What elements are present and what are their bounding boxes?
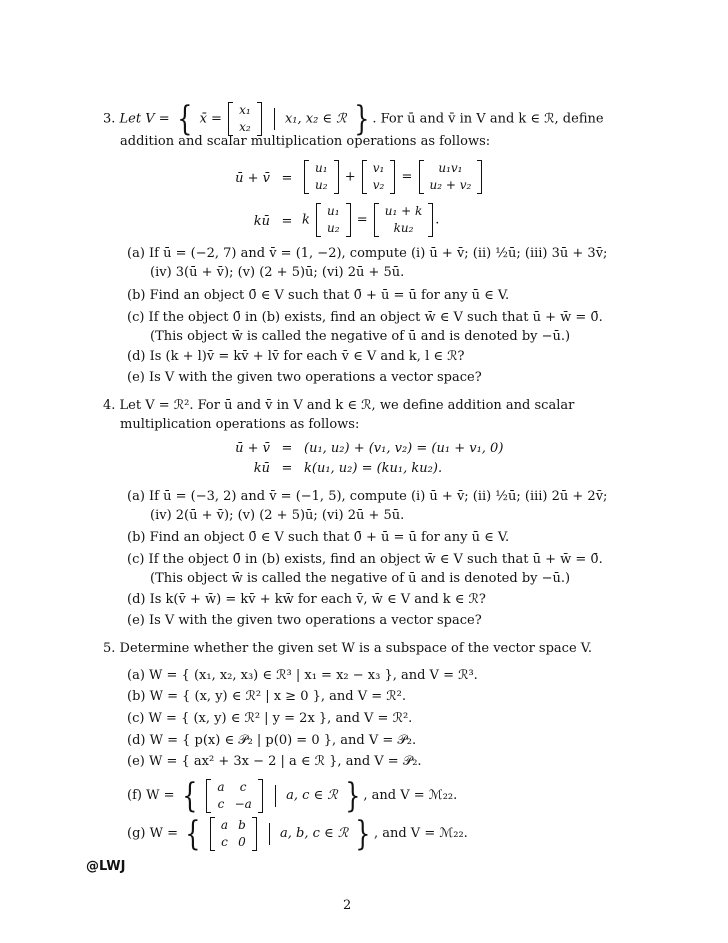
p5-item-e: (e) W = { ax² + 3x − 2 | a ∈ ℛ }, and V = 𝒫₂. bbox=[127, 754, 422, 769]
p3-item-a: (a) If ū = (−2, 7) and v̄ = (1, −2), compute (i) ū + v̄; (ii) ½ū; (iii) 3ū + 3v̄; bbox=[127, 246, 608, 261]
eq2-lhs: kū bbox=[253, 214, 270, 229]
set-vector-matrix: x₁ x₂ bbox=[228, 102, 262, 136]
eq1-rhs: u₁ u₂ + v₁ v₂ = u₁v₁ u₂ + v₂ bbox=[302, 160, 484, 194]
p3-item-a-cont: (iv) 3(ū + v̄); (v) (2 + 5)ū; (vi) 2ū + 5ū. bbox=[150, 265, 405, 280]
p3-item-c-cont: (This object w̄ is called the negative of ū and is denoted by −ū.) bbox=[150, 329, 571, 344]
p5-item-f: (f) W = { a c c −a a, c ∈ ℛ } , and V = ℳ₂₂. bbox=[127, 775, 458, 816]
footer-author: @LWJ bbox=[86, 859, 126, 874]
p4-item-a-cont: (iv) 2(ū + v̄); (v) (2 + 5)ū; (vi) 2ū + 5ū. bbox=[150, 508, 405, 523]
problem-3-equation-1 bbox=[0, 160, 728, 200]
p5-item-g: (g) W = { a b c 0 a, b, c ∈ ℛ } , and V = ℳ₂₂. bbox=[127, 813, 468, 854]
p5-item-d: (d) W = { p(x) ∈ 𝒫₂ | p(0) = 0 }, and V = 𝒫₂. bbox=[127, 733, 417, 748]
eq2-rhs: k u₁ u₂ = u₁ + k ku₂ . bbox=[302, 204, 440, 235]
set-variable: x̄ = bbox=[199, 111, 222, 127]
p4-item-a: (a) If ū = (−3, 2) and v̄ = (−1, 5), compute (i) ū + v̄; (ii) ½ū; (iii) 2ū + 2v̄; bbox=[127, 489, 608, 504]
set-bar bbox=[274, 108, 275, 130]
problem-4-equation-1: ū + v̄ = (u₁, u₂) + (v₁, v₂) = (u₁ + v₁, 0) bbox=[235, 441, 504, 456]
problem-4-equation-2: kū = k(u₁, u₂) = (ku₁, ku₂). bbox=[253, 461, 443, 476]
p3-item-d: (d) Is (k + l)v̄ = kv̄ + lv̄ for each v̄ ∈ V and k, l ∈ ℛ? bbox=[127, 349, 465, 364]
p4-item-c: (c) If the object 0̄ in (b) exists, find an object w̄ ∈ V such that ū + w̄ = 0̄. bbox=[127, 552, 603, 567]
problem-4-header: 4. Let V = ℛ². For ū and v̄ in V and k ∈ ℛ, we define addition and scalar bbox=[103, 398, 575, 413]
problem-3-intro-line2: addition and scalar multiplication operations as follows: bbox=[120, 134, 491, 149]
p5-item-a: (a) W = { (x₁, x₂, x₃) ∈ ℛ³ | x₁ = x₂ − x₃ }, and V = ℛ³. bbox=[127, 668, 478, 683]
page-number: 2 bbox=[343, 898, 352, 913]
eq1-equals: = bbox=[281, 171, 293, 186]
problem-3-equation-2 bbox=[0, 203, 728, 243]
p4-item-d: (d) Is k(v̄ + w̄) = kv̄ + kw̄ for each v̄, w̄ ∈ V and k ∈ ℛ? bbox=[127, 592, 486, 607]
set-condition: x₁, x₂ ∈ ℛ bbox=[284, 111, 347, 127]
p4-item-b: (b) Find an object 0̄ ∈ V such that 0̄ + ū = ū for any ū ∈ V. bbox=[127, 530, 510, 545]
problem-3-intro-tail: . For ū and v̄ in V and k ∈ ℛ, define bbox=[372, 111, 604, 127]
p3-item-e: (e) Is V with the given two operations a vector space? bbox=[127, 370, 482, 385]
p5-item-b: (b) W = { (x, y) ∈ ℛ² | x ≥ 0 }, and V = ℛ². bbox=[127, 689, 406, 704]
problem-5-header: 5. Determine whether the given set W is a subspace of the vector space V. bbox=[103, 641, 593, 656]
problem-4-intro-line2: multiplication operations as follows: bbox=[120, 417, 360, 432]
p4-item-e: (e) Is V with the given two operations a vector space? bbox=[127, 613, 482, 628]
problem-3-header bbox=[103, 99, 604, 139]
p3-item-b: (b) Find an object 0̄ ∈ V such that 0̄ + ū = ū for any ū ∈ V. bbox=[127, 288, 510, 303]
left-brace: { bbox=[177, 99, 193, 139]
problem-3-number: 3. bbox=[103, 111, 116, 127]
eq2-equals: = bbox=[281, 214, 293, 229]
problem-3-intro: Let V = bbox=[119, 111, 170, 127]
p3-item-c: (c) If the object 0̄ in (b) exists, find an object w̄ ∈ V such that ū + w̄ = 0̄. bbox=[127, 310, 603, 325]
right-brace: } bbox=[353, 99, 370, 139]
p4-item-c-cont: (This object w̄ is called the negative of ū and is denoted by −ū.) bbox=[150, 571, 571, 586]
p5-item-c: (c) W = { (x, y) ∈ ℛ² | y = 2x }, and V = ℛ². bbox=[127, 711, 413, 726]
eq1-lhs: ū + v̄ bbox=[235, 171, 270, 186]
